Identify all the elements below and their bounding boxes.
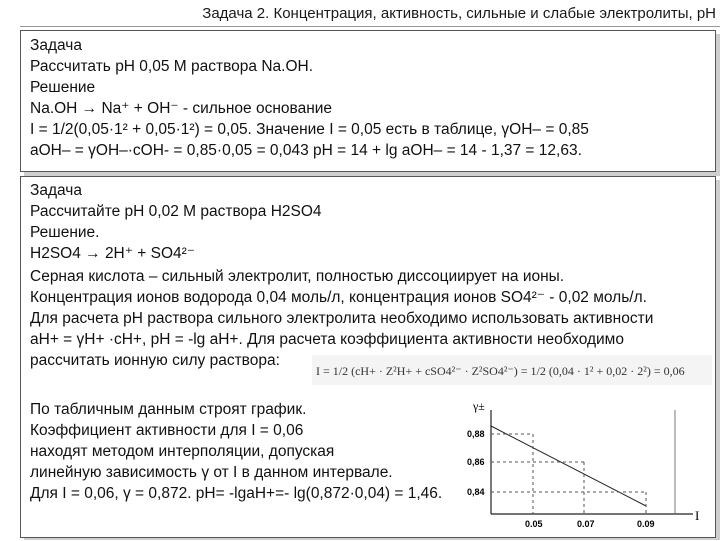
task-block-1 [20,30,716,172]
activity-line [491,426,646,506]
task1-question: Рассчитать pH 0,05 М раствора Na.OH. [30,58,313,75]
task2-graph-intro: По табличным данным строят график. [30,401,307,418]
ionic-strength-formula [312,355,712,385]
task2-interpolation: находят методом интерполяции, допуская [30,443,335,460]
task1-solution-heading: Решение [30,79,96,96]
formula-text: I = 1/2 (cH+ · Z²H+ + cSO4²⁻ · Z²SO4²⁻) = 1/2 (0,04 · 1² + 0,02 · 2²) = 0,06 [316,364,685,378]
x-tick-007: 0.07 [577,519,595,529]
y-tick-088: 0,88 [467,429,485,439]
task1-ionic-strength: I = 1/2(0,05·1² + 0,05·1²) = 0,05. Значение I = 0,05 есть в таблице, γOH– = 0,85 [30,121,589,138]
task2-final-result: Для I = 0,06, γ = 0,872. pH= -lgaH+=- lg(0,872·0,04) = 1,46. [30,485,443,502]
y-tick-084: 0,84 [467,487,485,497]
task1-dissociation: Na.OH → Na⁺ + OH⁻ - сильное основание [30,100,333,117]
slide-title: Задача 2. Концентрация, активность, сильные и слабые электролиты, pH [202,5,716,22]
task1-heading: Задача [30,37,83,54]
task2-coefficient: Коэффициент активности для I = 0,06 [30,422,304,439]
x-tick-005: 0.05 [525,519,543,529]
y-axis-label: γ± [473,399,485,413]
task2-ph-formula: aH+ = γH+ ·cH+, pH = -lg aH+. Для расчета коэффициента активности необходимо [30,331,624,348]
task2-dissociation: H2SO4 → 2H⁺ + SO4²⁻ [30,245,195,262]
x-tick-009: 0.09 [637,519,655,529]
y-tick-086: 0,86 [467,457,485,467]
task2-concentrations: Концентрация ионов водорода 0,04 моль/л, концентрация ионов SO4²⁻ - 0,02 моль/л. [30,289,647,306]
task2-linear-assumption: линейную зависимость γ от I в данном интервале. [30,464,393,481]
task2-strong-electrolyte: Серная кислота – сильный электролит, полностью диссоциирует на ионы. [30,268,565,285]
task2-question: Рассчитайте pH 0,02 M раствора H2SO4 [30,203,322,220]
task2-solution-heading: Решение. [30,224,100,241]
task2-activity-note: Для расчета pH раствора сильного электролита необходимо использовать активности [30,310,654,327]
interpolation-graph [461,396,711,536]
x-axis-label: I [695,508,700,523]
title-divider [20,26,720,27]
task1-activity-ph: aOH– = γOH–·cOH- = 0,85·0,05 = 0,043 pH = 14 + lg aOH– = 14 - 1,37 = 12,63. [30,142,582,159]
task2-heading: Задача [30,182,83,199]
task2-ionic-strength-intro: рассчитать ионную силу раствора: [30,352,280,369]
task-block-2 [20,176,716,538]
